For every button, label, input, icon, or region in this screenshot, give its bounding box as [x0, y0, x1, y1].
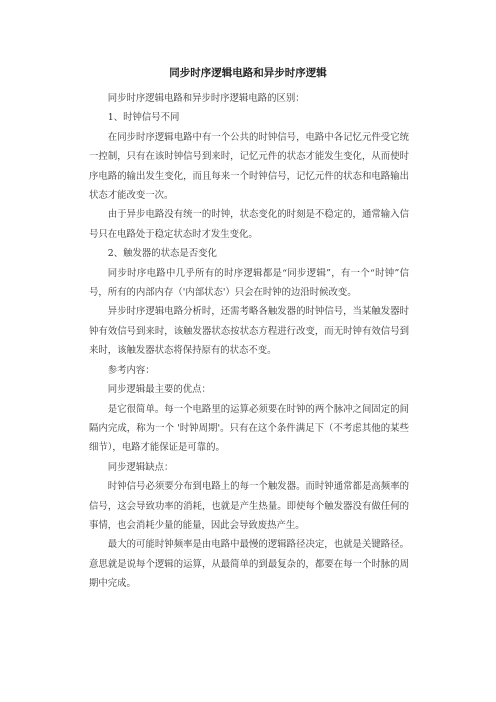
paragraph-async-flipflop: 异步时序逻辑电路分析时，还需考略各触发器的时钟信号，当某触发器时钟有效信号到来时，该触发器状态按状态方程进行改变，而无时钟有效信号到来时，该触发器状态将保持原有的状态不变。	[89, 306, 409, 357]
paragraph-disadvantages-label: 同步逻辑缺点：	[107, 461, 174, 473]
paragraph-disadvantages: 时钟信号必须要分布到电路上的每一个触发器。而时钟通常都是高频率的信号，这会导致功率的消耗，也就是产生热量。即使每个触发器没有做任何的事情，也会消耗少量的能量，因此会导致废热产生。	[89, 481, 409, 531]
paragraph-sync-clock: 在同步时序逻辑电路中有一个公共的时钟信号，电路中各记忆元件受它统一控制，只有在该时钟信号到来时，记忆元件的状态才能发生变化，从而使时序电路的输出发生变化，而且每来一个时钟信号，记忆元件的状态和电路输出状态才能改变一次。	[89, 131, 409, 202]
section-heading-flipflop: 2、触发器的状态是否变化	[107, 248, 217, 260]
section-heading-clock: 1、时钟信号不同	[107, 112, 180, 124]
paragraph-advantages: 是它很简单。每一个电路里的运算必须要在时钟的两个脉冲之间固定的间隔内完成，称为一个 '时钟周期'。只有在这个条件满足下（不考虑其他的某些细节），电路才能保证是可靠的。	[89, 403, 409, 454]
paragraph-reference-label: 参考内容：	[107, 364, 155, 376]
paragraph-async-clock: 由于异步电路没有统一的时钟，状态变化的时刻是不稳定的，通常输入信号只在电路处于稳定状态时才发生变化。	[89, 209, 409, 240]
paragraph-intro: 同步时序逻辑电路和异步时序逻辑电路的区别：	[107, 93, 305, 104]
paragraph-advantages-label: 同步逻辑最主要的优点：	[107, 384, 211, 396]
document-title: 同步时序逻辑电路和异步时序逻辑	[169, 67, 327, 79]
paragraph-sync-flipflop: 同步时序电路中几乎所有的时序逻辑都是“同步逻辑”，有一个“时钟”信号，所有的内部内存（'内部状态'）只会在时钟的边沿时候改变。	[89, 267, 409, 299]
document-body	[89, 89, 409, 594]
paragraph-critical-path: 最大的可能时钟频率是由电路中最慢的逻辑路径决定，也就是关键路径。意思就是说每个逻辑的运算，从最简单的到最复杂的，都要在每一个时脉的周期中完成。	[89, 539, 409, 590]
